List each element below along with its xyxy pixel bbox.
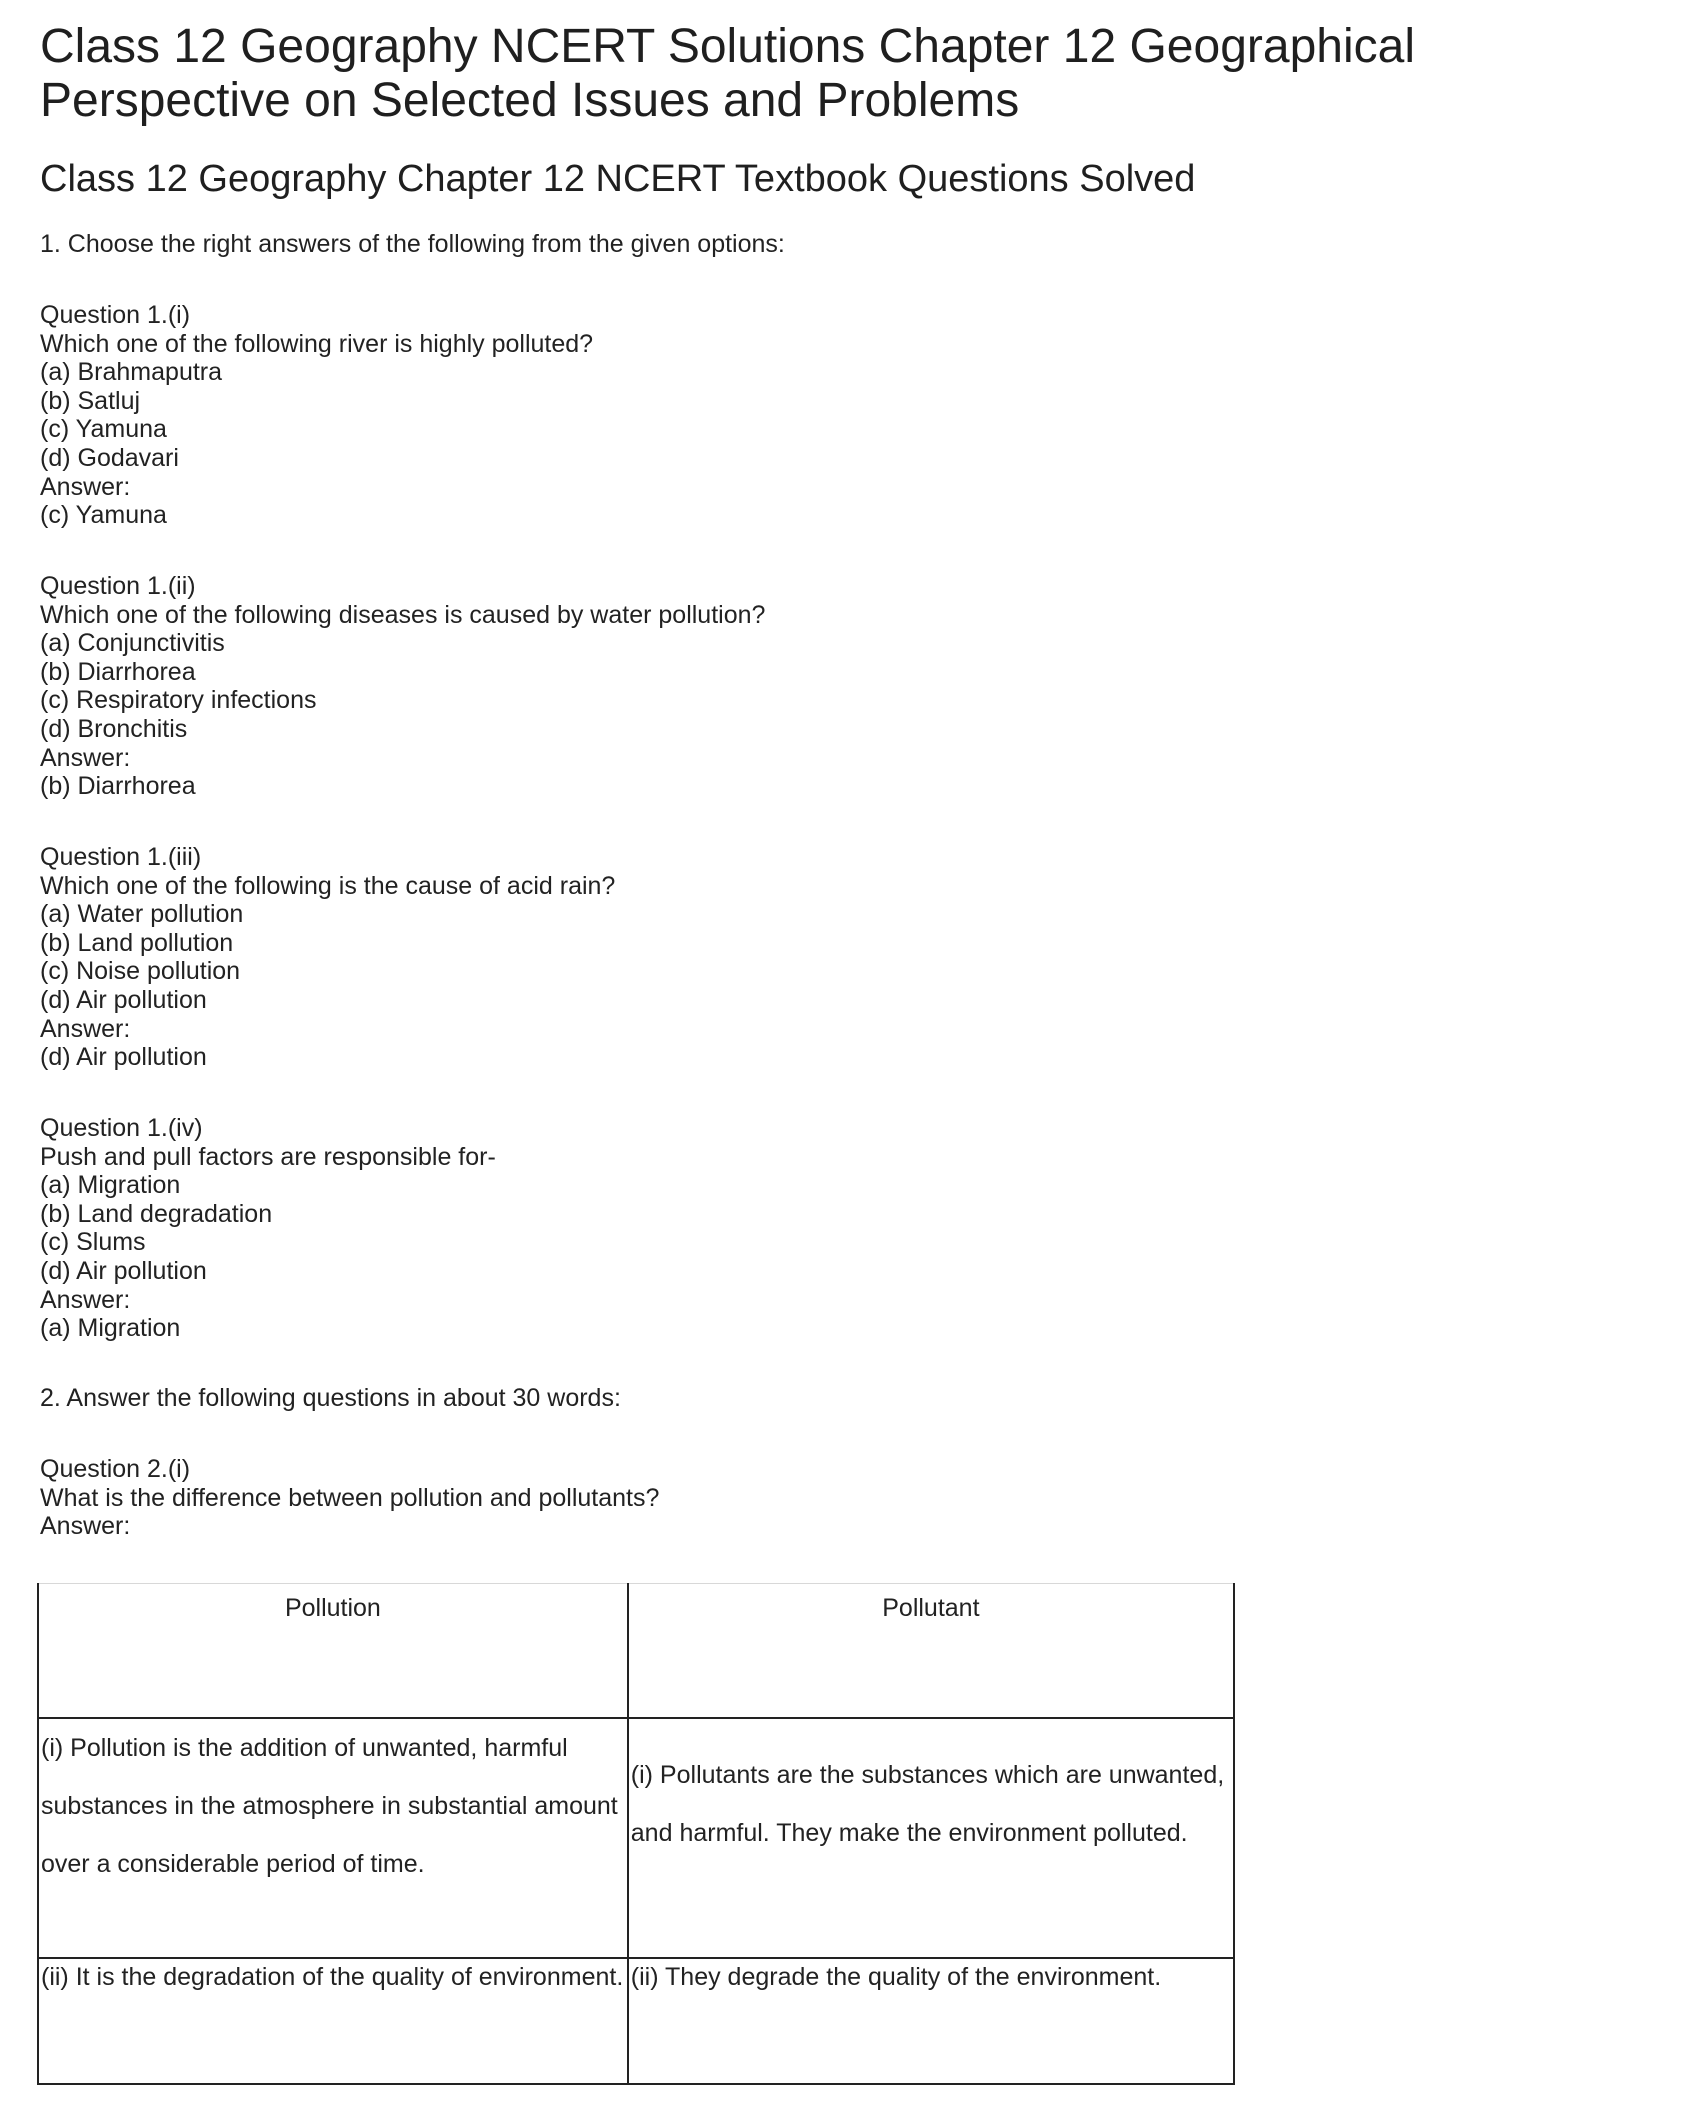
option-a: (a) Conjunctivitis: [40, 629, 225, 658]
option-c: (c) Noise pollution: [40, 957, 241, 986]
option-c: (c) Yamuna: [40, 415, 167, 444]
option-c: (c) Slums: [40, 1228, 146, 1257]
option-d: (d) Godavari: [40, 443, 179, 472]
question-label: Question 2.(i): [40, 1455, 191, 1483]
question-block-1-i: [40, 301, 593, 530]
question-block-2-i: [40, 1455, 659, 1541]
answer-label: Answer:: [40, 472, 131, 501]
question-label: Question 1.(ii): [40, 572, 196, 600]
question-label: Question 1.(i): [40, 301, 191, 329]
page-title: Class 12 Geography NCERT Solutions Chapter 12 Geographical Perspective on Selected Issues and Problems: [40, 20, 1415, 127]
table-header-pollution: Pollution: [38, 1584, 628, 1719]
question-text: Push and pull factors are responsible for-: [40, 1142, 496, 1171]
table-cell: [38, 1718, 628, 1958]
table-cell: [628, 1958, 1234, 2084]
cell-text: (i) Pollution is the addition of unwanted, harmful substances in the atmosphere in substantial amount over a considerable period of time.: [41, 1734, 618, 1878]
table-header-pollutant: Pollutant: [628, 1584, 1234, 1719]
table-header-row: [38, 1584, 1234, 1719]
question-label: Question 1.(iii): [40, 843, 202, 871]
answer-label: Answer:: [40, 1285, 131, 1314]
option-d: (d) Bronchitis: [40, 714, 188, 743]
answer-text: (a) Migration: [40, 1314, 181, 1343]
page-subtitle: Class 12 Geography Chapter 12 NCERT Textbook Questions Solved: [40, 158, 1196, 200]
option-d: (d) Air pollution: [40, 1256, 207, 1285]
question-text: Which one of the following is the cause of acid rain?: [40, 871, 616, 900]
question-text: Which one of the following river is highly polluted?: [40, 329, 594, 358]
question-text: Which one of the following diseases is caused by water pollution?: [40, 600, 766, 629]
cell-text: (ii) It is the degradation of the quality of environment.: [41, 1963, 624, 1991]
question-block-1-ii: [40, 572, 765, 801]
answer-text: (b) Diarrhorea: [40, 772, 196, 801]
answer-label: Answer:: [40, 1512, 131, 1541]
table-cell: [38, 1958, 628, 2084]
cell-text: (ii) They degrade the quality of the environment.: [630, 1963, 1162, 1991]
table-row: [38, 1958, 1234, 2084]
question-block-1-iv: [40, 1114, 496, 1343]
option-a: (a) Migration: [40, 1171, 181, 1200]
option-b: (b) Land pollution: [40, 928, 234, 957]
question-text: What is the difference between pollution and pollutants?: [40, 1483, 660, 1512]
table-row: [38, 1718, 1234, 1958]
section-1-heading: 1. Choose the right answers of the following from the given options:: [40, 230, 785, 258]
question-block-1-iii: [40, 843, 615, 1072]
answer-text: (c) Yamuna: [40, 501, 167, 530]
question-label: Question 1.(iv): [40, 1114, 203, 1142]
option-a: (a) Water pollution: [40, 900, 244, 929]
option-c: (c) Respiratory infections: [40, 686, 317, 715]
table-cell: [628, 1718, 1234, 1958]
option-b: (b) Satluj: [40, 386, 141, 415]
cell-text: (i) Pollutants are the substances which are unwanted, and harmful. They make the environment polluted.: [630, 1761, 1225, 1847]
section-2-heading: 2. Answer the following questions in about 30 words:: [40, 1384, 621, 1412]
answer-label: Answer:: [40, 743, 131, 772]
answer-text: (d) Air pollution: [40, 1043, 207, 1072]
option-b: (b) Land degradation: [40, 1199, 273, 1228]
option-a: (a) Brahmaputra: [40, 358, 223, 387]
answer-label: Answer:: [40, 1014, 131, 1043]
option-b: (b) Diarrhorea: [40, 657, 196, 686]
option-d: (d) Air pollution: [40, 985, 207, 1014]
comparison-table: [37, 1583, 1235, 2085]
